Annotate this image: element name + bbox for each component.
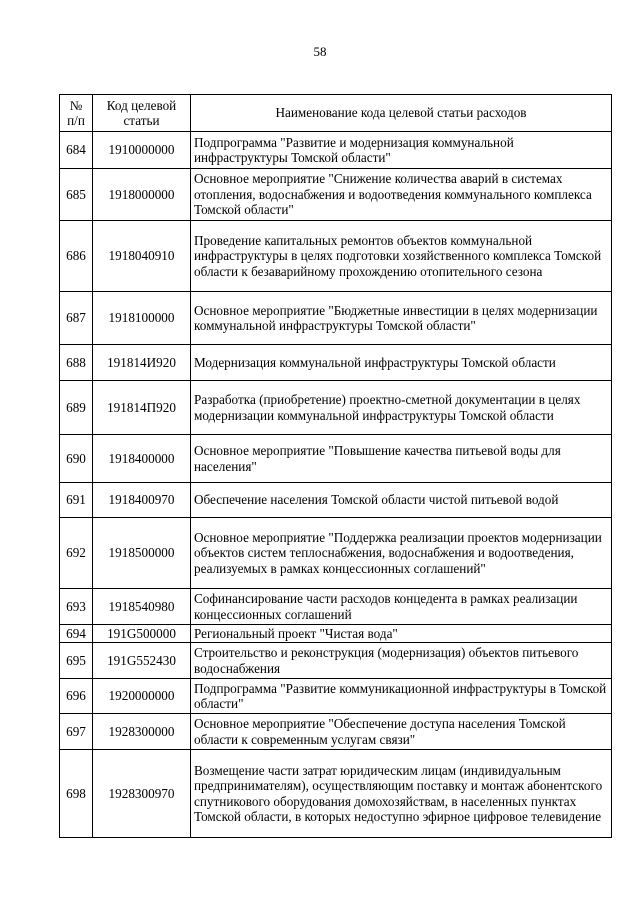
row-name: Основное мероприятие "Обеспечение доступа населения Томской области к современным услугам связи" <box>191 714 612 750</box>
table-header-row <box>60 95 612 132</box>
row-num: 696 <box>60 679 93 714</box>
row-name: Софинансирование части расходов концедента в рамках реализации концессионных соглашений <box>191 589 612 625</box>
row-num: 698 <box>60 750 93 838</box>
page-number: 58 <box>313 44 327 59</box>
row-name: Разработка (приобретение) проектно-сметной документации в целях модернизации коммунальной инфраструктуры Томской области <box>191 381 612 435</box>
row-code: 1918540980 <box>93 589 191 625</box>
row-num: 697 <box>60 714 93 750</box>
table-row <box>60 345 612 381</box>
table-row <box>60 679 612 714</box>
row-code: 1928300000 <box>93 714 191 750</box>
table-row <box>60 750 612 838</box>
row-num: 691 <box>60 483 93 518</box>
header-num: № п/п <box>60 95 93 132</box>
target-codes-table <box>59 94 612 838</box>
row-name: Строительство и реконструкция (модернизация) объектов питьевого водоснабжения <box>191 643 612 679</box>
row-code: 1920000000 <box>93 679 191 714</box>
row-code: 191G552430 <box>93 643 191 679</box>
row-name: Основное мероприятие "Повышение качества питьевой воды для населения" <box>191 435 612 483</box>
row-code: 1918000000 <box>93 169 191 221</box>
header-name: Наименование кода целевой статьи расходов <box>191 95 612 132</box>
row-code: 1910000000 <box>93 132 191 169</box>
row-code: 191814П920 <box>93 381 191 435</box>
row-name: Основное мероприятие "Поддержка реализации проектов модернизации объектов систем теплоснабжения, водоснабжения и водоотведения, реализуемых в рамках концессионных соглашений" <box>191 518 612 589</box>
row-name: Возмещение части затрат юридическим лицам (индивидуальным предпринимателям), осуществляющим поставку и монтаж абонентского спутникового оборудования домохозяйствам, в населенных пунктах Томской области, в которых недоступно эфирное цифровое телевидение <box>191 750 612 838</box>
table-row <box>60 381 612 435</box>
row-name: Обеспечение населения Томской области чистой питьевой водой <box>191 483 612 518</box>
row-name: Основное мероприятие "Снижение количества аварий в системах отопления, водоснабжения и водоотведения коммунального комплекса Томской области" <box>191 169 612 221</box>
row-num: 694 <box>60 625 93 643</box>
header-code: Код целевой статьи <box>93 95 191 132</box>
row-num: 686 <box>60 221 93 292</box>
table-row <box>60 714 612 750</box>
table-row <box>60 625 612 643</box>
row-name: Подпрограмма "Развитие и модернизация коммунальной инфраструктуры Томской области" <box>191 132 612 169</box>
row-num: 685 <box>60 169 93 221</box>
table-row <box>60 169 612 221</box>
row-code: 1918040910 <box>93 221 191 292</box>
row-code: 191G500000 <box>93 625 191 643</box>
table-row <box>60 589 612 625</box>
row-code: 1918500000 <box>93 518 191 589</box>
row-num: 688 <box>60 345 93 381</box>
row-name: Основное мероприятие "Бюджетные инвестиции в целях модернизации коммунальной инфраструктуры Томской области" <box>191 292 612 345</box>
row-name: Модернизация коммунальной инфраструктуры Томской области <box>191 345 612 381</box>
row-name: Подпрограмма "Развитие коммуникационной инфраструктуры в Томской области" <box>191 679 612 714</box>
row-num: 692 <box>60 518 93 589</box>
row-num: 684 <box>60 132 93 169</box>
table-row <box>60 483 612 518</box>
row-code: 1918400000 <box>93 435 191 483</box>
row-code: 1918100000 <box>93 292 191 345</box>
row-num: 687 <box>60 292 93 345</box>
row-code: 1928300970 <box>93 750 191 838</box>
row-num: 693 <box>60 589 93 625</box>
row-code: 191814И920 <box>93 345 191 381</box>
row-num: 695 <box>60 643 93 679</box>
row-num: 689 <box>60 381 93 435</box>
table-row <box>60 221 612 292</box>
table-row <box>60 643 612 679</box>
row-name: Региональный проект "Чистая вода" <box>191 625 612 643</box>
table-row <box>60 292 612 345</box>
row-code: 1918400970 <box>93 483 191 518</box>
table-row <box>60 132 612 169</box>
table-row <box>60 435 612 483</box>
row-name: Проведение капитальных ремонтов объектов коммунальной инфраструктуры в целях подготовки хозяйственного комплекса Томской области к безаварийному прохождению отопительного сезона <box>191 221 612 292</box>
row-num: 690 <box>60 435 93 483</box>
table-row <box>60 518 612 589</box>
